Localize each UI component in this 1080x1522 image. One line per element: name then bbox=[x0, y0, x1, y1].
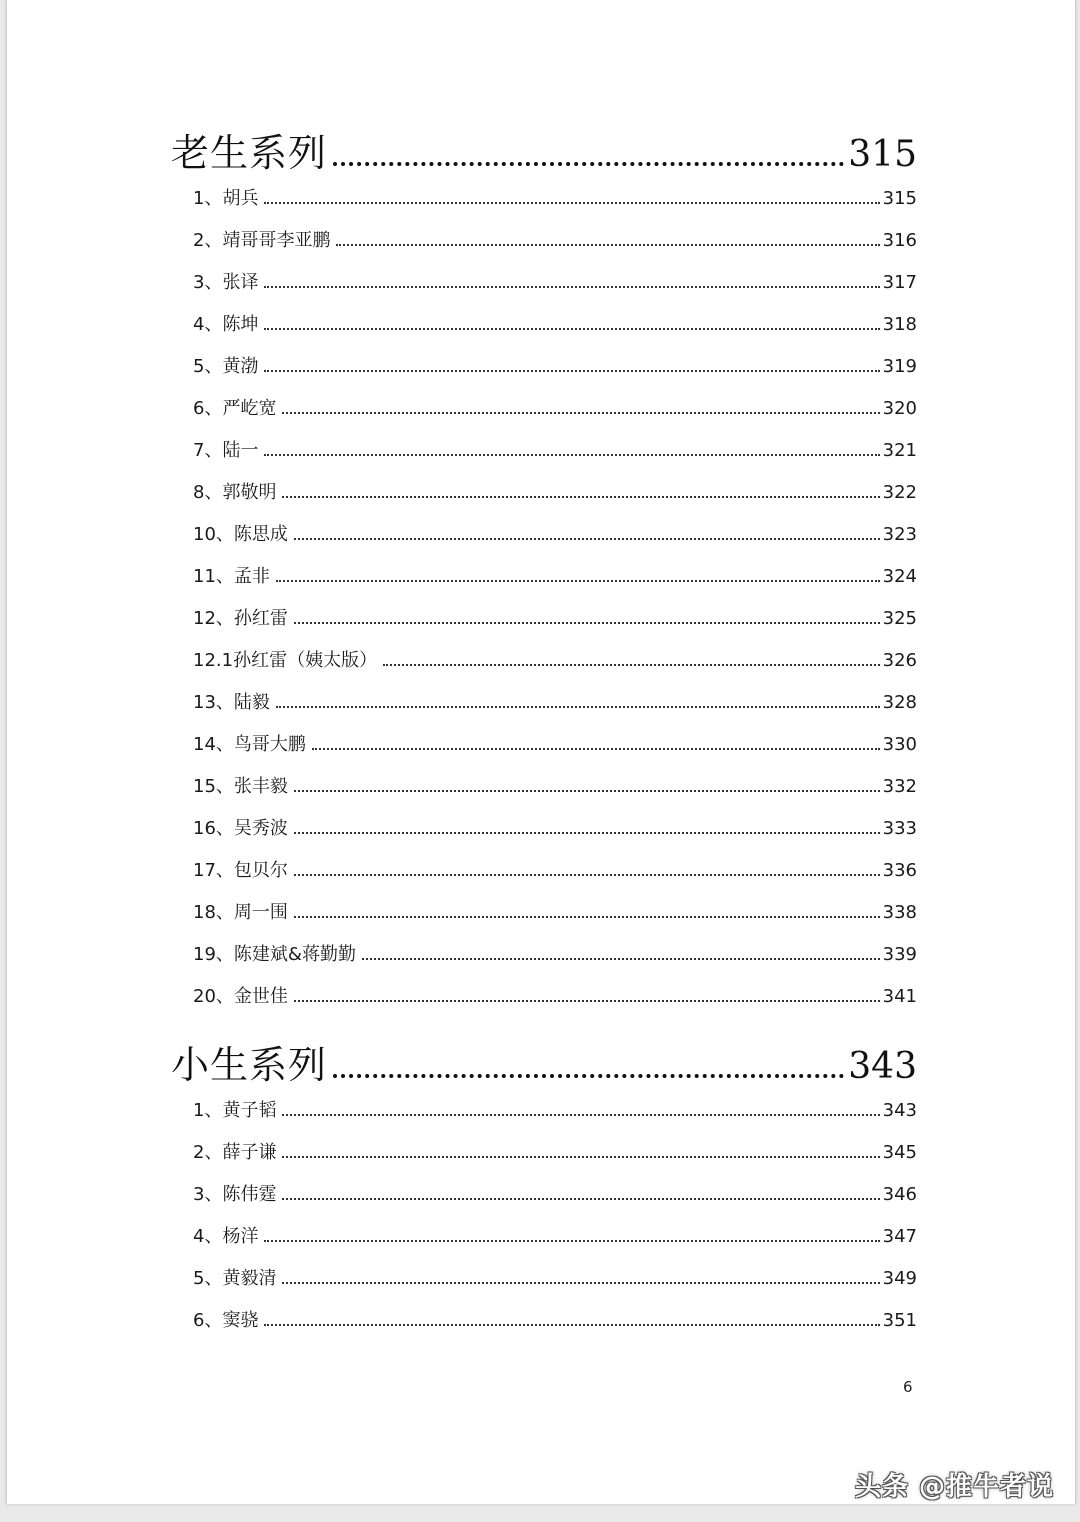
dot-leader bbox=[362, 958, 880, 960]
entry-page-number: 349 bbox=[882, 1268, 917, 1289]
toc-entry[interactable] bbox=[193, 1222, 917, 1264]
toc-entry[interactable] bbox=[193, 184, 917, 226]
dot-leader bbox=[276, 580, 880, 582]
toc-entry[interactable] bbox=[193, 1180, 917, 1222]
dot-leader bbox=[333, 162, 844, 166]
toc-entry[interactable] bbox=[193, 898, 917, 940]
toc-entry[interactable] bbox=[193, 1264, 917, 1306]
toc-entry[interactable] bbox=[193, 226, 917, 268]
dot-leader bbox=[282, 412, 879, 414]
document-page bbox=[6, 0, 1076, 1504]
entry-page-number: 341 bbox=[882, 986, 917, 1007]
toc-entry[interactable] bbox=[193, 646, 917, 688]
toc-entry[interactable] bbox=[193, 856, 917, 898]
entry-label: 2、靖哥哥李亚鹏 bbox=[193, 230, 331, 251]
entry-page-number: 336 bbox=[882, 860, 917, 881]
section-page-number: 343 bbox=[848, 1046, 917, 1087]
toc-entry[interactable] bbox=[193, 352, 917, 394]
dot-leader bbox=[264, 286, 879, 288]
entry-label: 1、胡兵 bbox=[193, 188, 259, 209]
entry-page-number: 322 bbox=[882, 482, 917, 503]
section-title: 小生系列 bbox=[171, 1043, 328, 1087]
entry-page-number: 345 bbox=[882, 1142, 917, 1163]
entry-page-number: 323 bbox=[882, 524, 917, 545]
dot-leader bbox=[294, 874, 880, 876]
watermark-text: 头条 @推牛者说 bbox=[854, 1472, 1054, 1502]
toc-entry[interactable] bbox=[193, 940, 917, 982]
section-title: 老生系列 bbox=[171, 131, 328, 175]
entry-page-number: 317 bbox=[882, 272, 917, 293]
toc-entry[interactable] bbox=[193, 688, 917, 730]
entry-label: 15、张丰毅 bbox=[193, 776, 288, 797]
entry-page-number: 339 bbox=[882, 944, 917, 965]
dot-leader bbox=[282, 496, 879, 498]
dot-leader bbox=[312, 748, 880, 750]
entry-label: 13、陆毅 bbox=[193, 692, 270, 713]
entry-label: 5、黄毅清 bbox=[193, 1268, 277, 1289]
entry-label: 11、孟非 bbox=[193, 566, 270, 587]
entry-label: 3、张译 bbox=[193, 272, 259, 293]
toc-entry[interactable] bbox=[193, 436, 917, 478]
entry-label: 4、陈坤 bbox=[193, 314, 259, 335]
dot-leader bbox=[294, 832, 880, 834]
entry-page-number: 321 bbox=[882, 440, 917, 461]
toc-entry[interactable] bbox=[193, 1138, 917, 1180]
entry-page-number: 319 bbox=[882, 356, 917, 377]
entry-label: 14、鸟哥大鹏 bbox=[193, 734, 306, 755]
entry-label: 6、窦骁 bbox=[193, 1310, 259, 1331]
toc-entry[interactable] bbox=[193, 814, 917, 856]
entry-page-number: 324 bbox=[882, 566, 917, 587]
entry-page-number: 346 bbox=[882, 1184, 917, 1205]
dot-leader bbox=[264, 328, 879, 330]
entry-label: 5、黄渤 bbox=[193, 356, 259, 377]
entry-page-number: 343 bbox=[882, 1100, 917, 1121]
dot-leader bbox=[333, 1074, 844, 1078]
section-heading[interactable] bbox=[171, 122, 917, 175]
entry-label: 12、孙红雷 bbox=[193, 608, 288, 629]
entry-label: 4、杨洋 bbox=[193, 1226, 259, 1247]
dot-leader bbox=[294, 790, 880, 792]
entry-label: 3、陈伟霆 bbox=[193, 1184, 277, 1205]
entry-page-number: 318 bbox=[882, 314, 917, 335]
dot-leader bbox=[336, 244, 879, 246]
entry-label: 2、薛子谦 bbox=[193, 1142, 277, 1163]
page-number: 6 bbox=[903, 1378, 913, 1396]
toc-entry[interactable] bbox=[193, 730, 917, 772]
entry-page-number: 332 bbox=[882, 776, 917, 797]
section-heading[interactable] bbox=[171, 1034, 917, 1087]
toc-entry-list bbox=[171, 1096, 917, 1348]
entry-label: 18、周一围 bbox=[193, 902, 288, 923]
dot-leader bbox=[264, 202, 879, 204]
dot-leader bbox=[383, 664, 880, 666]
dot-leader bbox=[282, 1114, 879, 1116]
toc-entry[interactable] bbox=[193, 772, 917, 814]
entry-label: 10、陈思成 bbox=[193, 524, 288, 545]
entry-label: 1、黄子韬 bbox=[193, 1100, 277, 1121]
dot-leader bbox=[294, 538, 880, 540]
toc-entry-list bbox=[171, 184, 917, 1024]
toc-entry[interactable] bbox=[193, 478, 917, 520]
entry-page-number: 325 bbox=[882, 608, 917, 629]
toc-entry[interactable] bbox=[193, 268, 917, 310]
entry-label: 6、严屹宽 bbox=[193, 398, 277, 419]
dot-leader bbox=[264, 370, 879, 372]
toc-entry[interactable] bbox=[193, 520, 917, 562]
toc-entry[interactable] bbox=[193, 562, 917, 604]
dot-leader bbox=[294, 1000, 880, 1002]
toc-entry[interactable] bbox=[193, 310, 917, 352]
entry-page-number: 351 bbox=[882, 1310, 917, 1331]
entry-page-number: 315 bbox=[882, 188, 917, 209]
dot-leader bbox=[264, 1324, 879, 1326]
entry-page-number: 330 bbox=[882, 734, 917, 755]
entry-page-number: 338 bbox=[882, 902, 917, 923]
toc-entry[interactable] bbox=[193, 604, 917, 646]
entry-label: 20、金世佳 bbox=[193, 986, 288, 1007]
dot-leader bbox=[282, 1198, 879, 1200]
dot-leader bbox=[282, 1156, 879, 1158]
entry-label: 16、吴秀波 bbox=[193, 818, 288, 839]
dot-leader bbox=[282, 1282, 879, 1284]
toc-section-xiaosheng bbox=[171, 1034, 917, 1348]
toc-entry[interactable] bbox=[193, 394, 917, 436]
toc-entry[interactable] bbox=[193, 1096, 917, 1138]
dot-leader bbox=[294, 622, 880, 624]
dot-leader bbox=[276, 706, 880, 708]
toc-entry[interactable] bbox=[193, 1306, 917, 1348]
entry-page-number: 328 bbox=[882, 692, 917, 713]
entry-page-number: 347 bbox=[882, 1226, 917, 1247]
dot-leader bbox=[294, 916, 880, 918]
entry-label: 7、陆一 bbox=[193, 440, 259, 461]
section-page-number: 315 bbox=[848, 134, 917, 175]
toc-entry[interactable] bbox=[193, 982, 917, 1024]
entry-page-number: 326 bbox=[882, 650, 917, 671]
entry-label: 8、郭敬明 bbox=[193, 482, 277, 503]
entry-label: 17、包贝尔 bbox=[193, 860, 288, 881]
dot-leader bbox=[264, 1240, 879, 1242]
entry-label: 12.1孙红雷（姨太版） bbox=[193, 650, 378, 671]
toc-section-laosheng bbox=[171, 122, 917, 1024]
entry-page-number: 320 bbox=[882, 398, 917, 419]
dot-leader bbox=[264, 454, 879, 456]
entry-page-number: 333 bbox=[882, 818, 917, 839]
entry-label: 19、陈建斌&蒋勤勤 bbox=[193, 944, 356, 965]
entry-page-number: 316 bbox=[882, 230, 917, 251]
